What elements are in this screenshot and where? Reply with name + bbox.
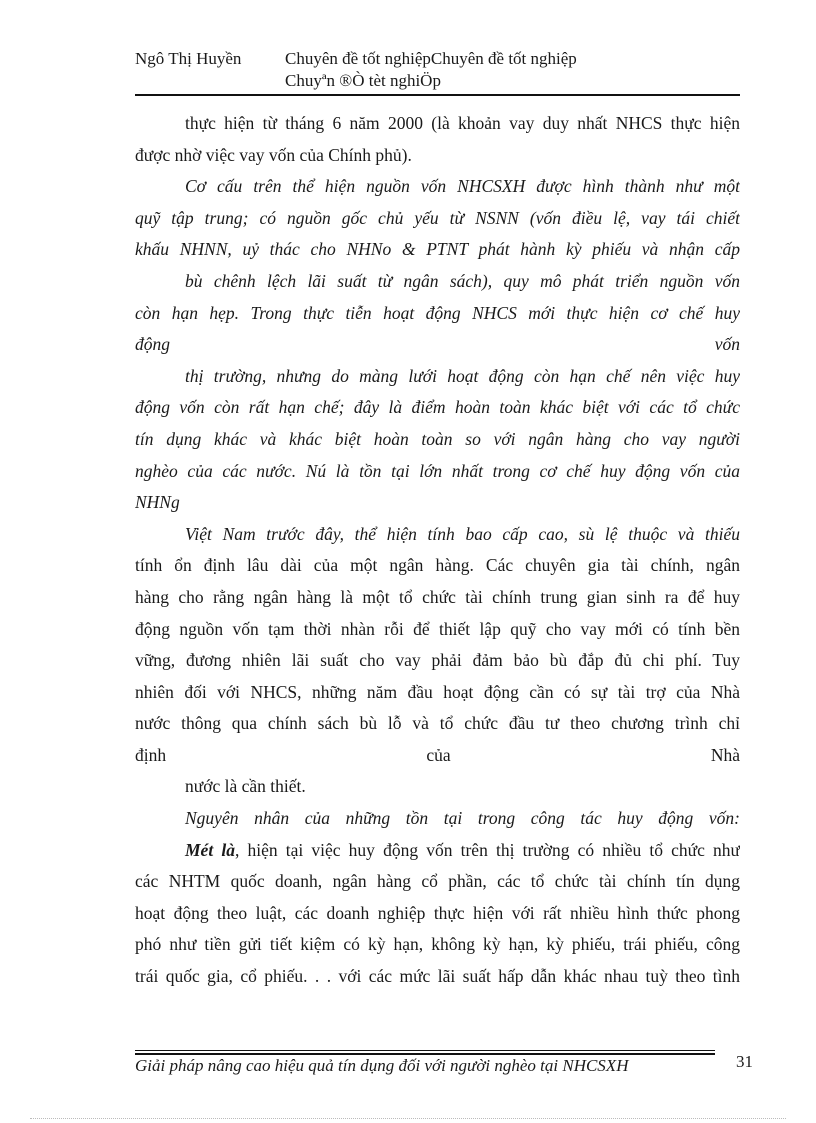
body-line-text: Việt Nam trước đây, thể hiện tính bao cấp cao, sù lệ thuộc và thiếu: [185, 523, 740, 544]
body-line-text: còn hạn hẹp. Trong thực tiễn hoạt động NHCS mới thực hiện cơ chế huy: [135, 302, 740, 323]
body-line-text: NHNg: [135, 492, 180, 513]
body-line-text: quỹ tập trung; có nguồn gốc chủ yếu từ NSNN (vốn điều lệ, vay tái chiết: [135, 207, 740, 228]
body-line-text: nhiên đối với NHCS, những năm đầu hoạt động cần có sự tài trợ của Nhà: [135, 681, 740, 702]
body-line-text: Cơ cấu trên thể hiện nguồn vốn NHCSXH được hình thành như một: [185, 176, 740, 197]
body-line-text: khấu NHNN, uỷ thác cho NHNo & PTNT phát hành kỳ phiếu và nhận cấp: [135, 239, 740, 260]
body-line: [135, 298, 740, 330]
page-edge-dotted-line: [30, 1118, 786, 1119]
body-line-text: hàng cho rằng ngân hàng là một tổ chức tài chính trung gian sinh ra để huy: [135, 586, 740, 607]
body-line-text: hoạt động theo luật, các doanh nghiệp thực hiện với rất nhiều hình thức phong: [135, 902, 740, 923]
body-line-text: định của Nhà: [135, 744, 740, 765]
body-line-text: trái quốc gia, cổ phiếu. . . với các mức lãi suất hấp dẫn khác nhau tuỳ theo tình: [135, 966, 740, 987]
body-line-text: các NHTM quốc doanh, ngân hàng cổ phần, các tổ chức tài chính tín dụng: [135, 871, 740, 892]
body-line: [135, 108, 740, 140]
header-title-line2: Chuyªn ®Ò tèt nghiÖp: [285, 71, 441, 90]
body-line: [135, 898, 740, 930]
body-line-text: động vốn: [135, 334, 740, 355]
body-line: [135, 424, 740, 456]
page-number: 31: [736, 1052, 753, 1071]
footer-rule-thick: [135, 1053, 715, 1055]
body-line: [135, 708, 740, 740]
body-line: [135, 550, 740, 582]
body-line: [135, 866, 740, 898]
body-line: [135, 234, 740, 266]
body-line: [135, 266, 740, 298]
body-line: [135, 203, 740, 235]
body-line: [135, 961, 740, 993]
body-line-text: vững, đương nhiên lãi suất cho vay phải đảm bảo bù đắp đủ chi phí. Tuy: [135, 650, 740, 671]
body-text: [135, 108, 740, 993]
body-line: [135, 361, 740, 393]
body-line-text: tính ổn định lâu dài của một ngân hàng. Các chuyên gia tài chính, ngân: [135, 555, 740, 576]
body-line-text: hiện tại việc huy động vốn trên thị trường có nhiều tổ chức như: [247, 839, 740, 860]
body-line-text: động nguồn vốn tạm thời nhàn rỗi để thiết lập quỹ cho vay mới có tính bền: [135, 618, 740, 639]
body-line-text: thị trường, nhưng do màng lưới hoạt động còn hạn chế nên việc huy: [185, 365, 740, 386]
body-line: [135, 519, 740, 551]
body-line-text: phó như tiền gửi tiết kiệm có kỳ hạn, không kỳ hạn, kỳ phiếu, trái phiếu, công: [135, 934, 740, 955]
body-line-text: thực hiện từ tháng 6 năm 2000 (là khoản vay duy nhất NHCS thực hiện: [185, 113, 740, 133]
body-line: [135, 740, 740, 772]
body-line-text: được nhờ việc vay vốn của Chính phủ).: [135, 144, 412, 165]
header-title-line1: Chuyên đề tốt nghiệpChuyên đề tốt nghiệp: [285, 49, 577, 68]
body-line: [135, 456, 740, 488]
body-line: [135, 140, 740, 172]
body-line-text: nước thông qua chính sách bù lỗ và tổ chức đầu tư theo chương trình chỉ: [135, 713, 740, 734]
body-line: [135, 329, 740, 361]
body-line-text: bù chênh lệch lãi suất từ ngân sách), quy mô phát triển nguồn vốn: [185, 270, 740, 291]
body-line-text: nghèo của các nước. Nú là tồn tại lớn nhất trong cơ chế huy động vốn của: [135, 460, 740, 481]
body-line: [135, 614, 740, 646]
body-line: [135, 645, 740, 677]
body-line: [135, 171, 740, 203]
footer-title: Giải pháp nâng cao hiệu quả tín dụng đối với người nghèo tại NHCSXH: [135, 1056, 629, 1075]
body-line-text: Nguyên nhân của những tồn tại trong công tác huy động vốn:: [185, 808, 740, 829]
body-line-text: tín dụng khác và khác biệt hoàn toàn so với ngân hàng cho vay người: [135, 428, 740, 449]
body-line-text: động vốn còn rất hạn chế; đây là điểm hoàn toàn khác biệt với các tổ chức: [135, 397, 740, 418]
body-line: [135, 803, 740, 835]
body-line: Mét là, hiện tại việc huy động vốn trên thị trường có nhiều tổ chức như: [185, 839, 740, 860]
body-line: [135, 392, 740, 424]
body-line: [135, 582, 740, 614]
body-line: [135, 771, 740, 803]
body-line: [135, 487, 740, 519]
header-author: Ngô Thị Huyền: [135, 49, 242, 68]
lead-bold-phrase: Mét là: [185, 839, 235, 860]
body-line-text: nước là cần thiết.: [185, 776, 306, 797]
header-rule: [135, 94, 740, 96]
body-line: [135, 677, 740, 709]
footer-rule-thin: [135, 1050, 715, 1051]
body-line: [135, 929, 740, 961]
